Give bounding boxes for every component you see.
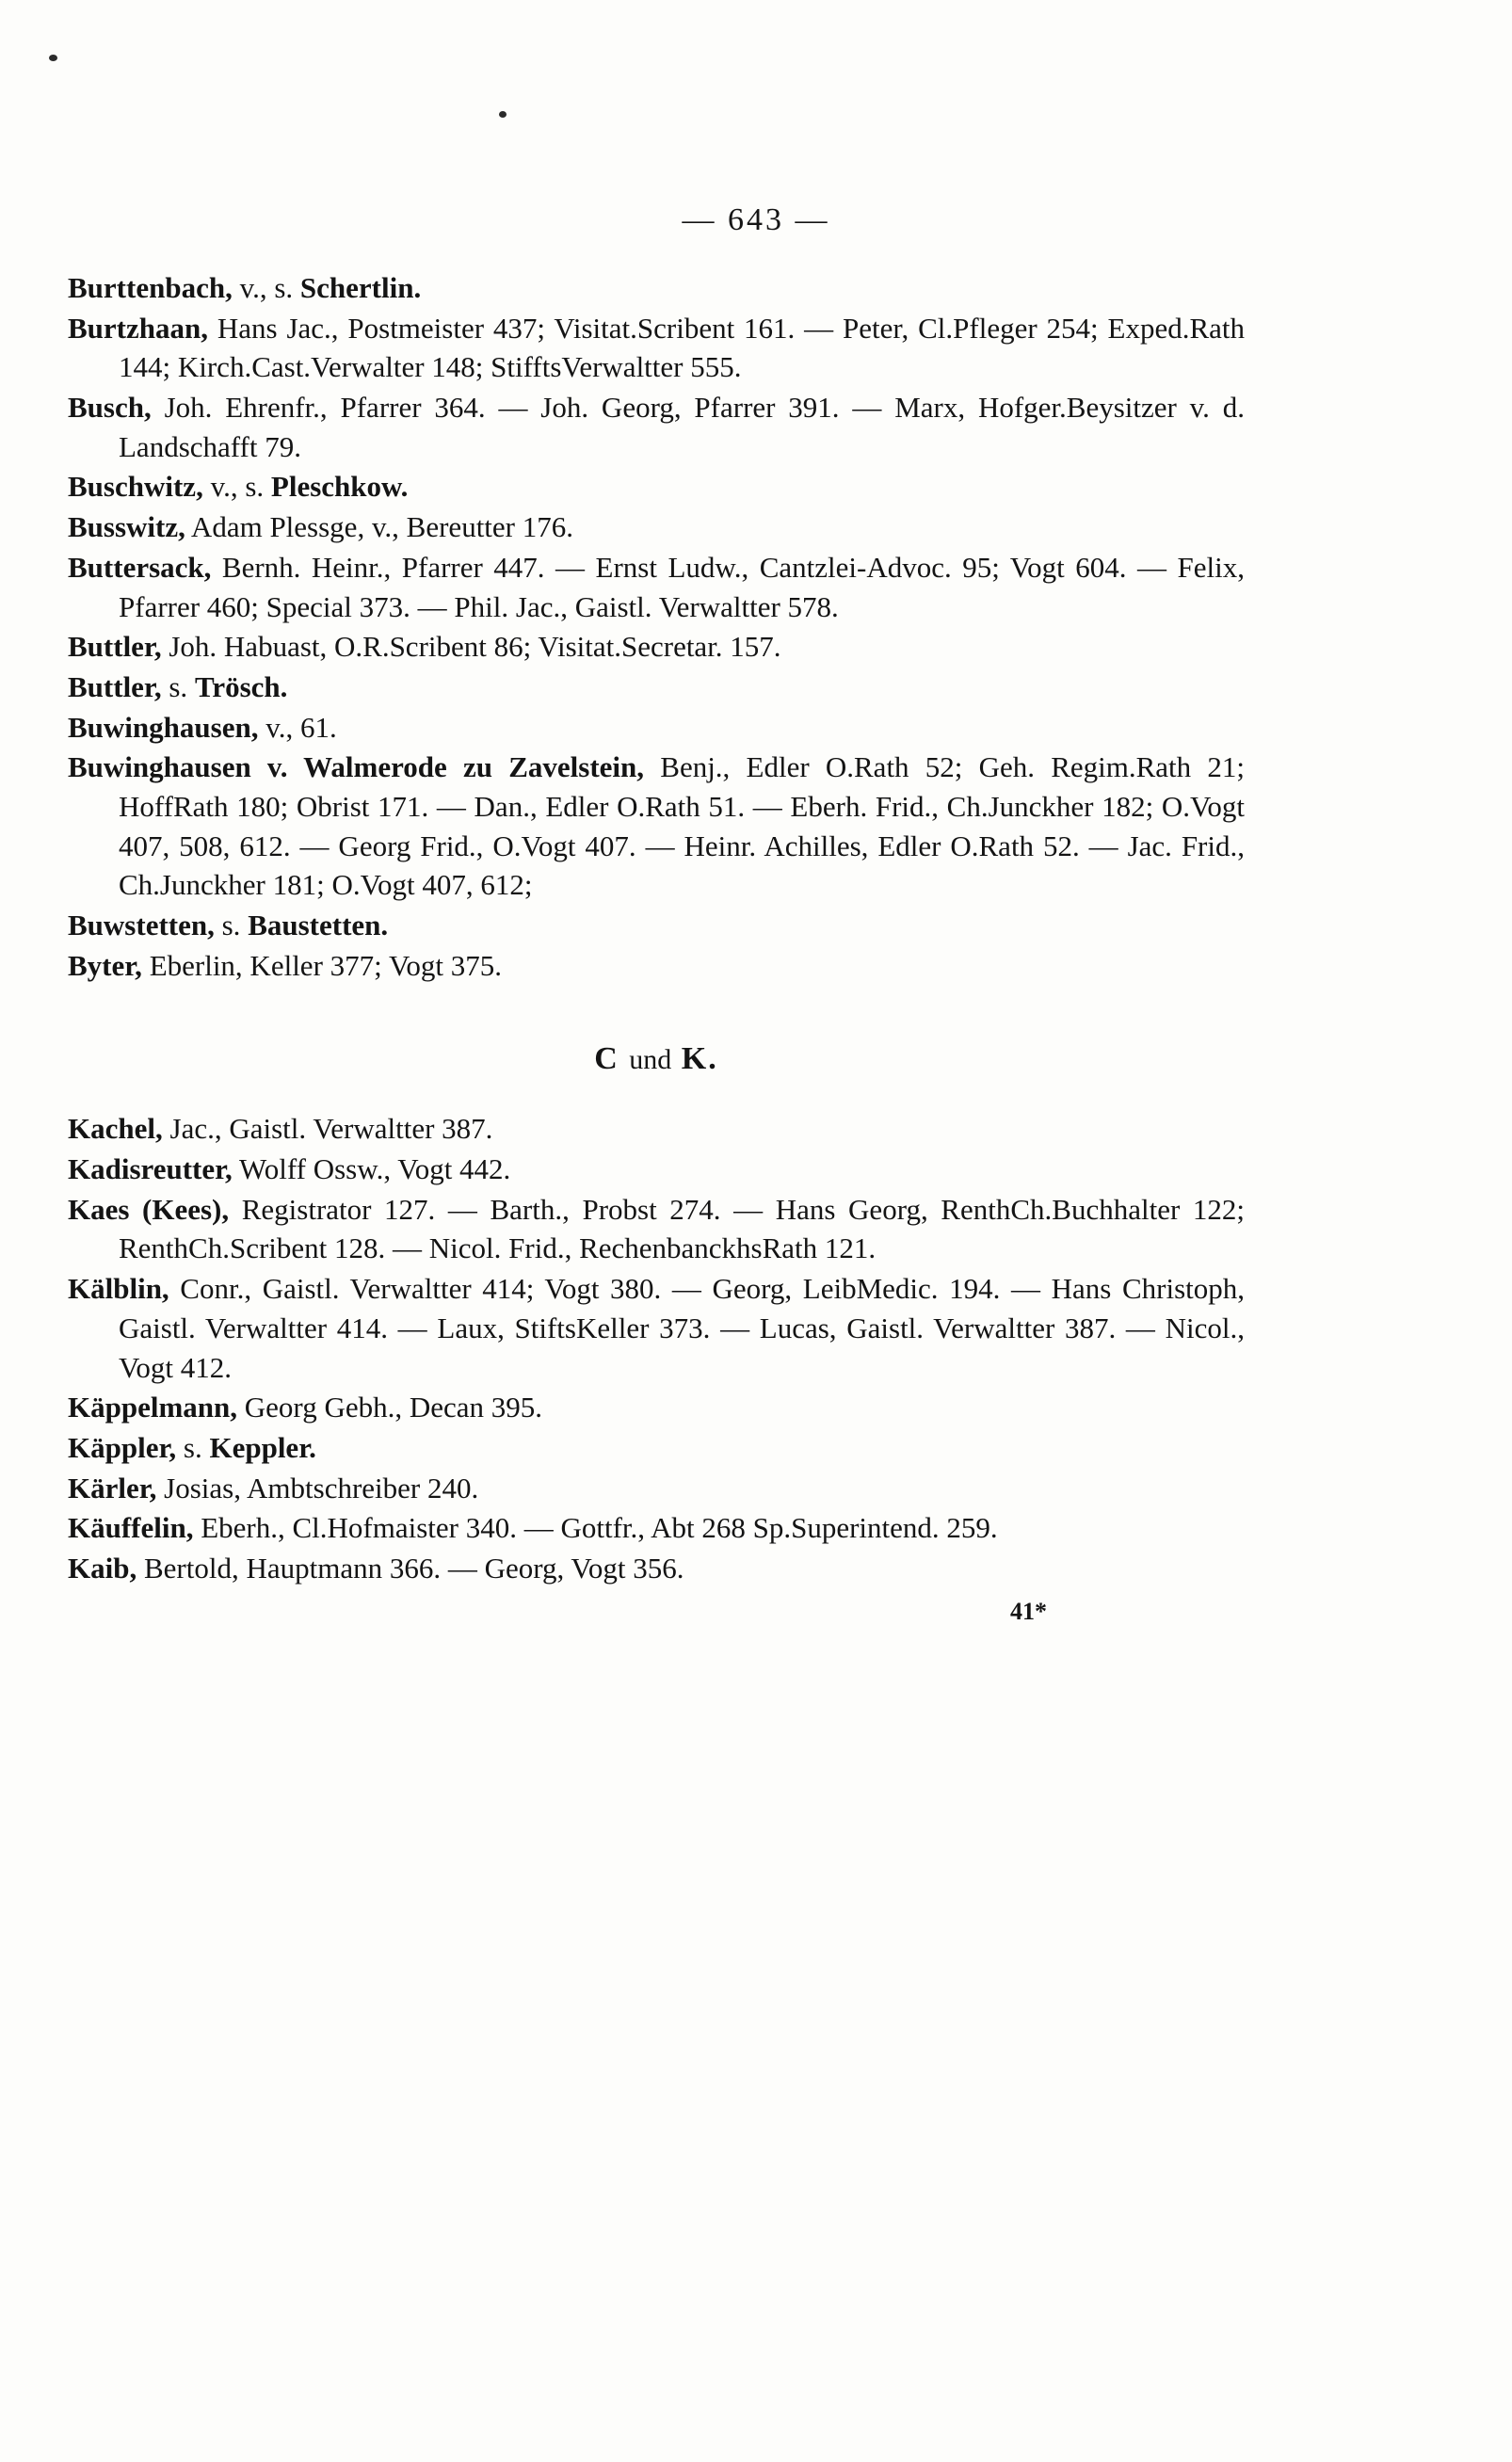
entry-headword: Buttersack, bbox=[68, 550, 212, 584]
entry-text: s. bbox=[176, 1430, 210, 1464]
index-entry bbox=[68, 388, 1245, 466]
entry-text: Eberlin, Keller 377; Vogt 375. bbox=[141, 948, 502, 982]
entry-text: v., s. bbox=[232, 271, 300, 304]
entry-headword: Buwstetten, bbox=[68, 909, 215, 941]
entry-headword: Busch, bbox=[68, 391, 152, 425]
entry-text: Josias, Ambtschreiber 240. bbox=[156, 1471, 479, 1505]
entry-text: Georg Gebh., Decan 395. bbox=[237, 1391, 543, 1424]
index-entry bbox=[68, 1508, 1245, 1548]
entry-text: s. bbox=[161, 669, 195, 703]
index-entry bbox=[68, 906, 1245, 945]
entry-text: s. bbox=[214, 909, 249, 941]
index-entry bbox=[68, 268, 1245, 308]
page-speck bbox=[499, 111, 507, 118]
signature-mark: 41* bbox=[1010, 1597, 1047, 1625]
index-entry bbox=[68, 946, 1245, 986]
entry-text: Eberh., Cl.Hofmaister 340. — Gottfr., Abt 268 Sp.Superintend. 259. bbox=[193, 1511, 998, 1545]
entry-headword: Byter, bbox=[68, 948, 142, 982]
index-entry bbox=[68, 1549, 1245, 1588]
entry-cross-reference: Trösch. bbox=[194, 669, 288, 703]
entry-text: Wolff Ossw., Vogt 442. bbox=[232, 1152, 511, 1186]
index-entry bbox=[68, 1190, 1245, 1268]
entry-text: Joh. Habuast, O.R.Scribent 86; Visitat.Secretar. 157. bbox=[161, 630, 781, 664]
page-content bbox=[68, 268, 1245, 1626]
entry-text: Registrator 127. — Barth., Probst 274. — Hans Georg, RenthCh.Buchhalter 122; RenthCh.Scribent 128. — Nicol. Frid., RechenbanckhsRath 121. bbox=[119, 1192, 1245, 1265]
entry-cross-reference: Schertlin. bbox=[299, 271, 422, 304]
entry-cross-reference: Keppler. bbox=[209, 1430, 316, 1464]
entry-headword: Buttler, bbox=[68, 669, 162, 703]
section-heading-k: K. bbox=[681, 1041, 718, 1077]
entry-text: v., 61. bbox=[258, 710, 337, 744]
entry-text: Bernh. Heinr., Pfarrer 447. — Ernst Ludw., Cantzlei-Advoc. 95; Vogt 604. — Felix, Pfarrer 460; Special 373. — Phil. Jac., Gaistl. Verwaltter 578. bbox=[119, 550, 1245, 623]
entry-headword: Käuffelin, bbox=[68, 1511, 194, 1545]
index-entry bbox=[68, 507, 1245, 547]
entry-headword: Käppelmann, bbox=[68, 1391, 238, 1424]
entry-headword-continued: Walmerode zu Zavelstein, bbox=[287, 750, 645, 784]
index-entry bbox=[68, 467, 1245, 507]
entry-list-b bbox=[68, 268, 1245, 985]
entry-headword: Kaib, bbox=[68, 1551, 137, 1585]
page-speck bbox=[49, 55, 57, 61]
index-entry bbox=[68, 1469, 1245, 1508]
index-entry bbox=[68, 748, 1245, 905]
index-entry bbox=[68, 1150, 1245, 1189]
section-heading-c: C bbox=[594, 1041, 619, 1077]
index-entry bbox=[68, 548, 1245, 626]
page-number: — 643 — bbox=[682, 202, 830, 237]
index-entry bbox=[68, 1428, 1245, 1468]
index-entry bbox=[68, 708, 1245, 748]
entry-text: Hans Jac., Postmeister 437; Visitat.Scribent 161. — Peter, Cl.Pfleger 254; Exped.Rath 144; Kirch.Cast.Verwalter 148; StifftsVerwaltter 555. bbox=[119, 311, 1245, 384]
entry-text: Benj., Edler O.Rath 52; Geh. Regim.Rath 21; HoffRath 180; Obrist 171. — Dan., Edler O.Rath 51. — Eberh. Frid., Ch.Junckher 182; O.Vogt 407, 508, 612. — Georg Frid., O.Vogt 407. — Heinr. Achilles, Edler O.Rath 52. — Jac. Frid., Ch.Junckher 181; O.Vogt 407, 612; bbox=[119, 750, 1245, 902]
entry-text: v., s. bbox=[202, 470, 271, 504]
entry-headword: Busswitz, bbox=[68, 510, 185, 544]
entry-headword: Kaes (Kees), bbox=[68, 1192, 230, 1226]
entry-headword: Kärler, bbox=[68, 1471, 157, 1505]
entry-cross-reference: Baustetten. bbox=[248, 909, 389, 941]
index-entry bbox=[68, 1269, 1245, 1387]
entry-text: Bertold, Hauptmann 366. — Georg, Vogt 356. bbox=[137, 1551, 684, 1585]
entry-list-k bbox=[68, 1109, 1245, 1587]
index-entry bbox=[68, 1388, 1245, 1427]
entry-headword: Burtzhaan, bbox=[68, 311, 208, 345]
entry-headword: Kachel, bbox=[68, 1112, 163, 1146]
entry-headword: Burttenbach, bbox=[68, 271, 233, 304]
entry-headword: Buschwitz, bbox=[68, 470, 203, 504]
entry-text: Jac., Gaistl. Verwaltter 387. bbox=[162, 1112, 493, 1146]
index-entry bbox=[68, 627, 1245, 667]
entry-headword: Buwinghausen v. bbox=[68, 750, 288, 784]
entry-headword: Kälblin, bbox=[68, 1272, 169, 1306]
entry-headword: Buttler, bbox=[68, 630, 162, 664]
entry-cross-reference: Pleschkow. bbox=[270, 470, 409, 504]
section-heading bbox=[68, 1041, 1245, 1077]
entry-text: Conr., Gaistl. Verwaltter 414; Vogt 380. — Georg, LeibMedic. 194. — Hans Christoph, Gaistl. Verwaltter 414. — Laux, StiftsKeller 373. — Lucas, Gaistl. Verwaltter 387. — Nicol., Vogt 412. bbox=[119, 1272, 1245, 1384]
entry-text: Adam Plessge, v., Bereutter 176. bbox=[185, 510, 574, 544]
entry-headword: Kadisreutter, bbox=[68, 1152, 233, 1186]
index-entry bbox=[68, 668, 1245, 707]
index-entry bbox=[68, 309, 1245, 387]
index-entry bbox=[68, 1109, 1245, 1149]
section-heading-and: und bbox=[629, 1044, 672, 1076]
entry-headword: Buwinghausen, bbox=[68, 710, 259, 744]
entry-headword: Käppler, bbox=[68, 1430, 177, 1464]
entry-text: Joh. Ehrenfr., Pfarrer 364. — Joh. Georg, Pfarrer 391. — Marx, Hofger.Beysitzer v. d. Landschafft 79. bbox=[119, 391, 1245, 463]
